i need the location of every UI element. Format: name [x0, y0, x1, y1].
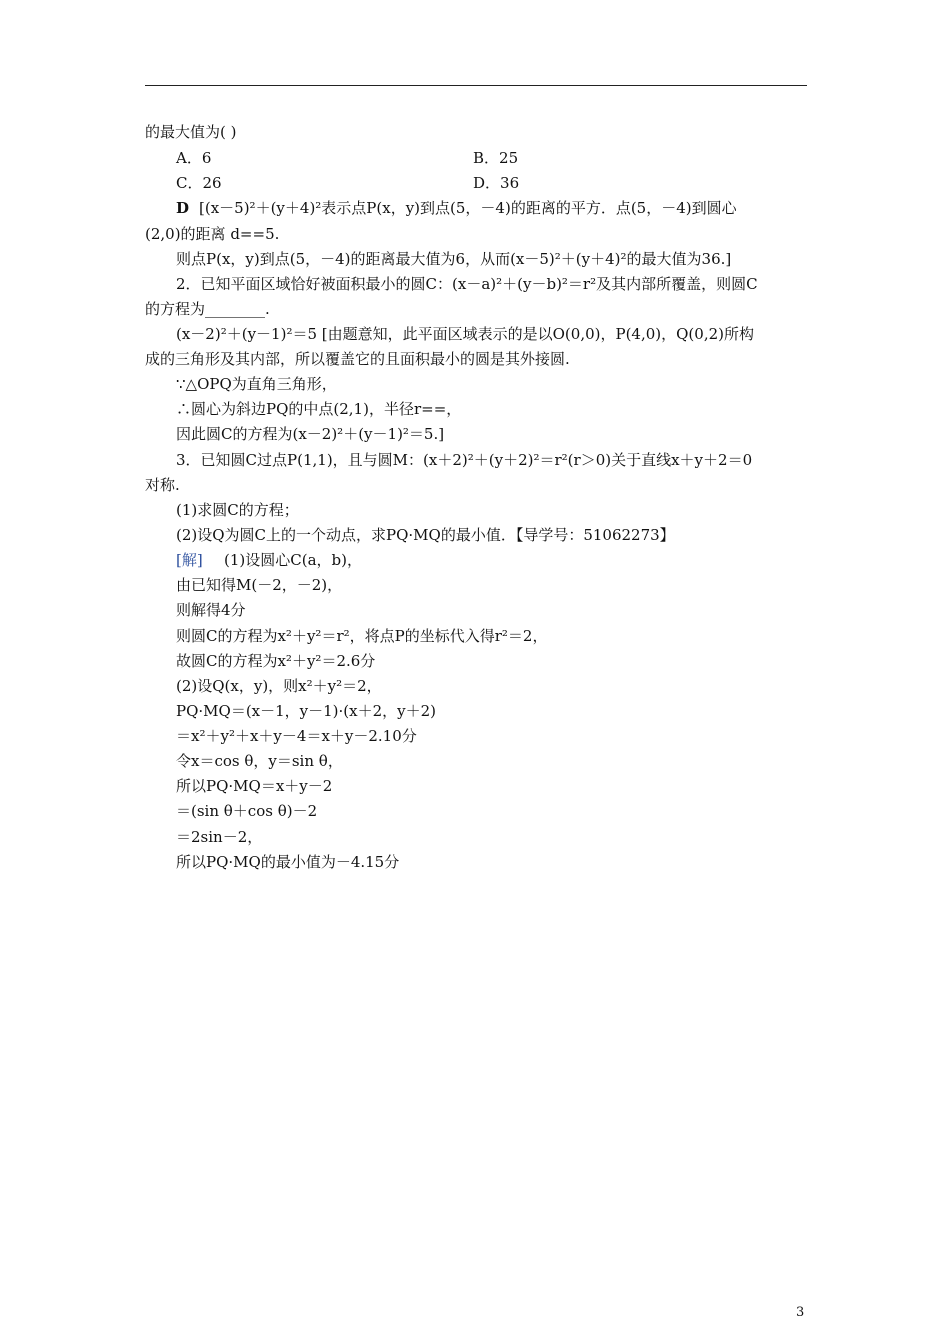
q3-step-7: PQ·MQ＝(x－1，y－1)·(x＋2，y＋2) [176, 702, 437, 720]
q3-step-2: 由已知得M(－2，－2)， [176, 576, 343, 594]
q2-solution-line-2: 成的三角形及其内部，所以覆盖它的且面积最小的圆是其外接圆. [145, 350, 570, 368]
q3-step-12: ＝2sin－2， [176, 828, 263, 846]
q1-solution-line-2: (2,0)的距离 d==5. [145, 225, 280, 243]
q3-subquestion-2: (2)设Q为圆C上的一个动点，求PQ·MQ的最小值．【导学号：51062273】 [176, 526, 675, 544]
q3-step-8: ＝x²＋y²＋x＋y－4＝x＋y－2.10分 [176, 727, 417, 745]
q2-solution-line-5: 因此圆C的方程为(x－2)²＋(y－1)²＝5.] [176, 425, 445, 443]
q3-step-11: ＝(sin θ＋cos θ)－2 [176, 802, 318, 820]
q2-stem-line-2: 的方程为________. [145, 300, 270, 318]
q2-stem-line-1: 2．已知平面区域恰好被面积最小的圆C：(x－a)²＋(y－b)²＝r²及其内部所覆盖，则圆C [176, 275, 758, 293]
q3-step-3: 则解得4分 [176, 601, 246, 619]
q1-solution-line-3: 则点P(x，y)到点(5，－4)的距离最大值为6，从而(x－5)²＋(y＋4)²的最大值为36.] [176, 250, 732, 268]
header-rule [145, 85, 807, 86]
page-number: 3 [796, 1305, 805, 1320]
q1-option-b: B．25 [473, 149, 519, 167]
q1-answer-letter: D [176, 199, 190, 217]
q1-option-d: D．36 [473, 174, 520, 192]
q3-stem-line-1: 3．已知圆C过点P(1,1)，且与圆M：(x＋2)²＋(y＋2)²＝r²(r＞0)关于直线x＋y＋2＝0 [176, 451, 753, 469]
q3-stem-line-2: 对称. [145, 476, 180, 494]
q3-step-4: 则圆C的方程为x²＋y²＝r²，将点P的坐标代入得r²＝2， [176, 627, 548, 645]
q1-option-a: A．6 [176, 149, 212, 167]
q2-solution-line-1: (x－2)²＋(y－1)²＝5 [由题意知，此平面区域表示的是以O(0,0)，P(4,0)，Q(0,2)所构 [176, 325, 754, 343]
q1-solution-line-1: [(x－5)²＋(y＋4)²表示点P(x，y)到点(5，－4)的距离的平方．点(5，－4)到圆心 [199, 199, 737, 217]
q1-option-c: C．26 [176, 174, 222, 192]
q3-step-10: 所以PQ·MQ＝x＋y－2 [176, 777, 333, 795]
q2-solution-line-4: ∴圆心为斜边PQ的中点(2,1)，半径r==， [176, 400, 462, 418]
q3-step-9: 令x＝cos θ，y＝sin θ， [176, 752, 343, 770]
q3-subquestion-1: (1)求圆C的方程； [176, 501, 299, 519]
q3-step-5: 故圆C的方程为x²＋y²＝2.6分 [176, 652, 376, 670]
solution-label: [解] [176, 551, 203, 569]
q3-step-13: 所以PQ·MQ的最小值为－4.15分 [176, 853, 400, 871]
q3-step-1: (1)设圆心C(a，b)， [224, 551, 362, 569]
q3-step-6: (2)设Q(x，y)，则x²＋y²＝2， [176, 677, 382, 695]
q1-stem-tail: 的最大值为( ) [145, 123, 237, 141]
q2-solution-line-3: ∵△OPQ为直角三角形， [176, 375, 337, 393]
